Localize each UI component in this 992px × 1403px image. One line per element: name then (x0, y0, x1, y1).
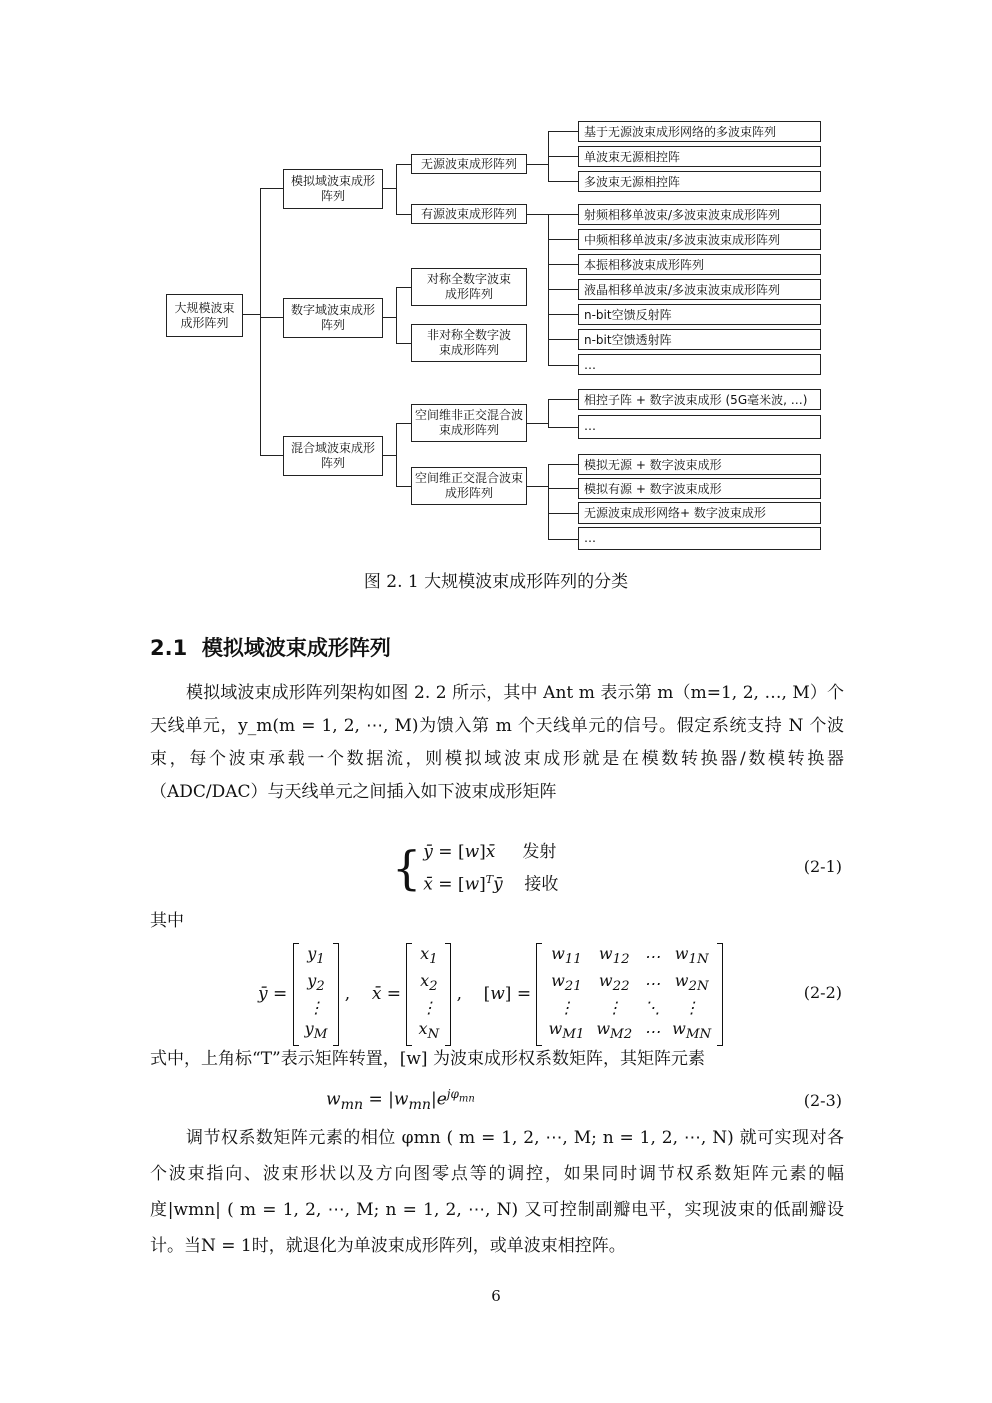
equation-2-1: { ȳ = [w]x̄ 发射 x̄ = $[w]^Tȳ$ 接收 (392, 841, 559, 896)
leaf-label: 模拟有源 + 数字波束成形 (584, 482, 722, 496)
equation-number-2-1: (2-1) (803, 857, 842, 876)
leaf-nbit-transmitarray (578, 329, 821, 350)
paragraph-3: 调节权系数矩阵元素的相位 φmn ( m = 1, 2, ⋯, M; n = 1, 2, ⋯, N) 就可实现对各个波束指向、波束形状以及方向图零点等的调控，如果同时调节权系数矩阵元素的幅度|wmn| ( m = 1, 2, ⋯, M; n = 1, 2, ⋯, N) 又可控制副瓣电平，实现波束的低副瓣设计。当N = 1时，就退化为单波束成形阵列，或单波束相控阵。 (150, 1128, 844, 1256)
digital-domain-label: 数字域波束成形阵列 (291, 303, 376, 332)
page-number: 6 (491, 1287, 501, 1305)
orthogonal-hybrid-label: 空间维正交混合波束成形阵列 (415, 471, 524, 500)
hybrid-domain-label: 混合域波束成形阵列 (291, 441, 376, 470)
active-array-label: 有源波束成形阵列 (420, 206, 517, 221)
asymmetric-digital-node (411, 324, 527, 362)
hybrid-domain-node (283, 436, 383, 476)
leaf-passive-network-digital (578, 502, 821, 524)
asymmetric-digital-label: 非对称全数字波束成形阵列 (427, 328, 512, 357)
analog-domain-node (283, 169, 383, 209)
leaf-label: … (584, 419, 596, 433)
equation-number-2-2: (2-2) (803, 983, 842, 1002)
paragraph-2: 式中，上角标“T”表示矩阵转置，[w] 为波束成形权系数矩阵，其矩阵元素 (150, 1049, 705, 1069)
digital-domain-node (283, 298, 383, 338)
paragraph-1: 模拟域波束成形阵列架构如图 2. 2 所示，其中 Ant m 表示第 m（m=1, 2, …, M）个天线单元，y_m(m = 1, 2, ⋯, M)为馈入第 m 个天线单元的信号。假定系统支持 N 个波束，每个波束承载一个数据流，则模拟域波束成形就是在模数转换器/数模转换器（ADC/DAC）与天线单元之间插入如下波束成形矩阵 (150, 683, 844, 802)
symmetric-digital-node (411, 268, 527, 306)
leaf-label: 中频相移单波束/多波束波束成形阵列 (584, 233, 781, 247)
nonorthogonal-hybrid-node (411, 404, 527, 442)
active-array-node (411, 204, 527, 224)
leaf-nbit-reflectarray (578, 304, 821, 325)
leaf-label: n-bit空馈透射阵 (584, 333, 672, 347)
nonorthogonal-hybrid-label: 空间维非正交混合波束成形阵列 (415, 408, 524, 437)
classification-diagram (0, 0, 992, 560)
leaf-label: 无源波束成形网络+ 数字波束成形 (584, 506, 766, 520)
equation-2-2: ȳ = $y_1$ $y_2$ ⋮ $y_M$ , x̄ = $x_1$ $x_2$ ⋮ $x_N$ , [ w ] = $w_{11}$ $w_{12}$ ⋯ $w_{1N}$ $w_{21}$ $w_{22}$ ⋯ $w_{2N}$ ⋮ ⋮ ⋱ ⋮ $w_{M1}$ $w_{M2}$ ⋯ $w_{MN}$ (258, 943, 723, 1046)
leaf-label: 本振相移波束成形阵列 (584, 258, 705, 272)
leaf-label: 射频相移单波束/多波束波束成形阵列 (584, 208, 781, 222)
section-number: 2.1 (150, 636, 188, 660)
root-label: 大规模波束成形阵列 (174, 300, 235, 330)
equation-2-3: $w_{mn} = |w_{mn}|e^{j\varphi_{mn}}$ (326, 1087, 475, 1114)
leaf-label: 多波束无源相控阵 (584, 175, 681, 189)
leaf-label: 模拟无源 + 数字波束成形 (584, 458, 722, 472)
passive-array-node (411, 154, 527, 174)
passive-array-label: 无源波束成形阵列 (420, 156, 517, 171)
leaf-analog-passive-digital (578, 454, 821, 475)
leaf-multi-beam-passive-phased (578, 171, 821, 192)
analog-domain-label: 模拟域波束成形阵列 (291, 174, 376, 203)
leaf-label: n-bit空馈反射阵 (584, 308, 672, 322)
leaf-rf-phase-shift (578, 204, 821, 225)
equation-number-2-3: (2-3) (803, 1091, 842, 1110)
leaf-nonortho-ellipsis (578, 415, 821, 439)
eq-transmit-label: 发射 (522, 842, 557, 862)
leaf-passive-network-multibeam (578, 121, 821, 142)
leaf-phased-subarray-digital (578, 389, 821, 410)
matrix-w: $w_{11}$ $w_{12}$ ⋯ $w_{1N}$ $w_{21}$ $w_{22}$ ⋯ $w_{2N}$ ⋮ ⋮ ⋱ ⋮ $w_{M1}$ $w_{M2}$ ⋯ $w_{MN}$ (536, 943, 723, 1046)
eq-receive-label: 接收 (524, 874, 559, 895)
leaf-lc-phase-shift (578, 279, 821, 300)
leaf-label: 单波束无源相控阵 (584, 150, 681, 164)
leaf-label: … (584, 531, 596, 545)
leaf-label: 基于无源波束成形网络的多波束阵列 (584, 125, 777, 139)
leaf-lo-phase-shift (578, 254, 821, 275)
matrix-x: $x_1$ $x_2$ ⋮ $x_N$ (406, 943, 451, 1046)
leaf-analog-active-digital (578, 478, 821, 499)
section-heading (150, 632, 391, 662)
symmetric-digital-label: 对称全数字波束成形阵列 (427, 272, 512, 301)
section-title: 模拟域波束成形阵列 (201, 636, 391, 660)
leaf-label: 相控子阵 + 数字波束成形 (5G毫米波, …) (584, 393, 808, 407)
orthogonal-hybrid-node (411, 467, 527, 505)
leaf-active-ellipsis (578, 354, 821, 375)
leaf-label: 液晶相移单波束/多波束波束成形阵列 (584, 283, 781, 297)
leaf-ortho-ellipsis (578, 527, 821, 550)
matrix-y: $y_1$ $y_2$ ⋮ $y_M$ (293, 943, 340, 1046)
leaf-single-beam-passive-phased (578, 146, 821, 167)
paragraph-qizhong: 其中 (150, 911, 184, 931)
figure-caption: 图 2. 1 大规模波束成形阵列的分类 (363, 572, 629, 592)
leaf-label: … (584, 358, 596, 372)
leaf-if-phase-shift (578, 229, 821, 250)
root-node (166, 294, 243, 337)
